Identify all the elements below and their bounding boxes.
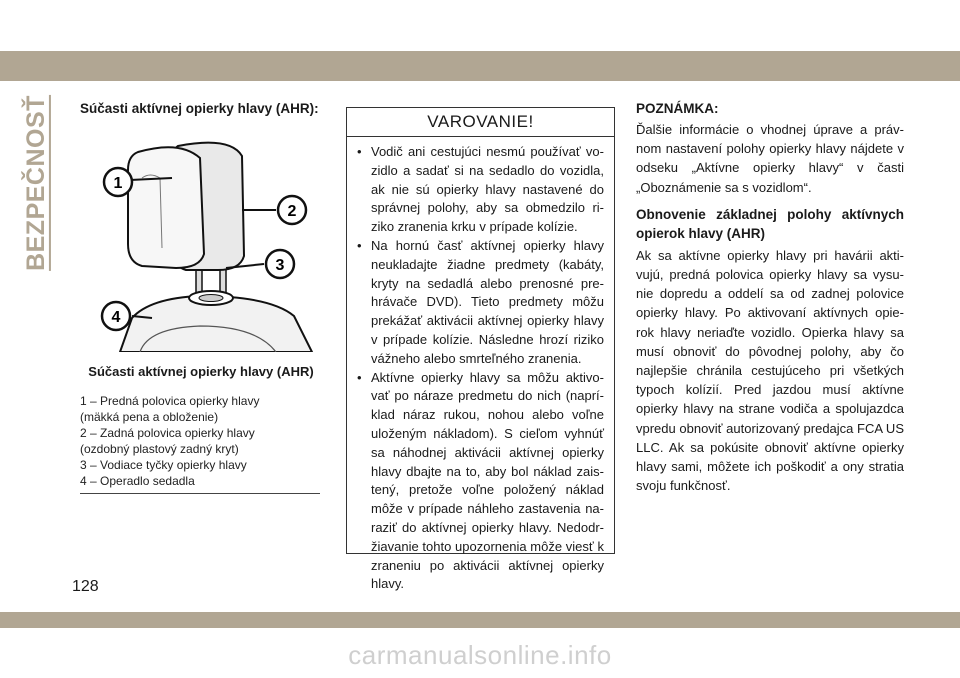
- warning-item: • Vodič ani cestujúci nesmú používať vo-zidlo a sadať si na sedadlo do vozidla, ak nie sú opierky hlavy nastavené do správnej polohy, aby sa obmedzilo ri-ziko zranenia krku v prípade kolízie.: [357, 143, 604, 237]
- legend-divider: [80, 493, 320, 494]
- headrest-figure: [80, 138, 320, 352]
- bottom-band: [0, 612, 960, 628]
- warning-item: • Na hornú časť aktívnej opierky hlavy neukladajte žiadne predmety (kabáty, kryty na sedadlá alebo prenosné pre-hrávače DVD). Tieto predmety môžu prekážať aktivácii aktívnej opierky hlavy v prípade kolízie. Následne hrozí riziko vážneho alebo smrteľného zranenia.: [357, 237, 604, 369]
- warning-item: • Aktívne opierky hlavy sa môžu aktivo-vať po náraze predmetu do nich (naprí-klad náraz rukou, nohou alebo voľne uloženým nákladom). S cieľom vyhnúť sa náhodnej aktivácii aktívnej opierky hlavy dbajte na to, aby bol náklad zais-tený, pretože voľne položený náklad môže v prípade náhleho zastavenia na-raziť do aktívnej opierky hlavy. Nedodr-žiavanie tohto upozornenia môže viesť k zraneniu po aktivácii aktívnej opierky hlavy.: [357, 369, 604, 595]
- legend-line: 3 – Vodiace tyčky opierky hlavy: [80, 458, 247, 472]
- note-heading: POZNÁMKA:: [636, 101, 719, 116]
- callout-3: 3: [275, 257, 285, 274]
- page-number: 128: [72, 578, 99, 595]
- legend-line: (mäkká pena a obloženie): [80, 410, 219, 424]
- note-paragraph: Ďalšie informácie o vhodnej úprave a práv-nom nastavení polohy opierky hlavy nájdete v odseku „Aktívne opierky hlavy“ v časti „Oboznámenie sa s vozidlom“.: [636, 122, 904, 195]
- legend-line: 4 – Operadlo sedadla: [80, 474, 195, 488]
- section-heading: Obnovenie základnej polohy aktívnych opierok hlavy (AHR): [636, 206, 904, 242]
- callout-2: 2: [287, 203, 297, 220]
- warning-list: [347, 137, 614, 594]
- legend-line: (ozdobný plastový zadný kryt): [80, 442, 239, 456]
- callout-4: 4: [111, 309, 121, 326]
- warning-title: VAROVANIE!: [347, 108, 614, 137]
- legend-line: 2 – Zadná polovica opierky hlavy: [80, 426, 255, 440]
- figure-caption: Súčasti aktívnej opierky hlavy (AHR): [88, 364, 314, 379]
- side-section-tab: [22, 95, 52, 271]
- headrest-illustration-icon: [80, 138, 320, 352]
- top-band: [0, 51, 960, 81]
- site-watermark: carmanualsonline.info: [348, 640, 612, 670]
- components-heading: Súčasti aktívnej opierky hlavy (AHR):: [80, 101, 319, 116]
- figure-legend: [80, 393, 322, 489]
- callout-1: 1: [113, 175, 123, 192]
- section-paragraph: Ak sa aktívne opierky hlavy pri havárii akti-vujú, predná polovica opierky hlavy sa vysu-nie dopredu a oddelí sa od zadnej polovice opierky hlavy. Po aktivovaní aktívnych opie-rok hlavy neriaďte vozidlo. Opierka hlavy sa musí obnoviť do pôvodnej polohy, aby čo najlepšie chránila cestujúceho pri všetkých typoch kolízií. Pred jazdou musí aktívne opierky hlavy na strane vodiča a spolujazdca vpredu obnoviť autorizovaný predajca FCA US LLC. Ak sa pokúsite obnoviť aktívne opierky hlavy sami, môžete ich poškodiť a ony stratia svoju funkčnosť.: [636, 247, 904, 494]
- left-column: [80, 100, 322, 494]
- right-column: [636, 100, 904, 495]
- warning-box: [346, 107, 615, 592]
- legend-line: 1 – Predná polovica opierky hlavy: [80, 394, 260, 408]
- side-section-label: BEZPEČNOSŤ: [22, 95, 51, 271]
